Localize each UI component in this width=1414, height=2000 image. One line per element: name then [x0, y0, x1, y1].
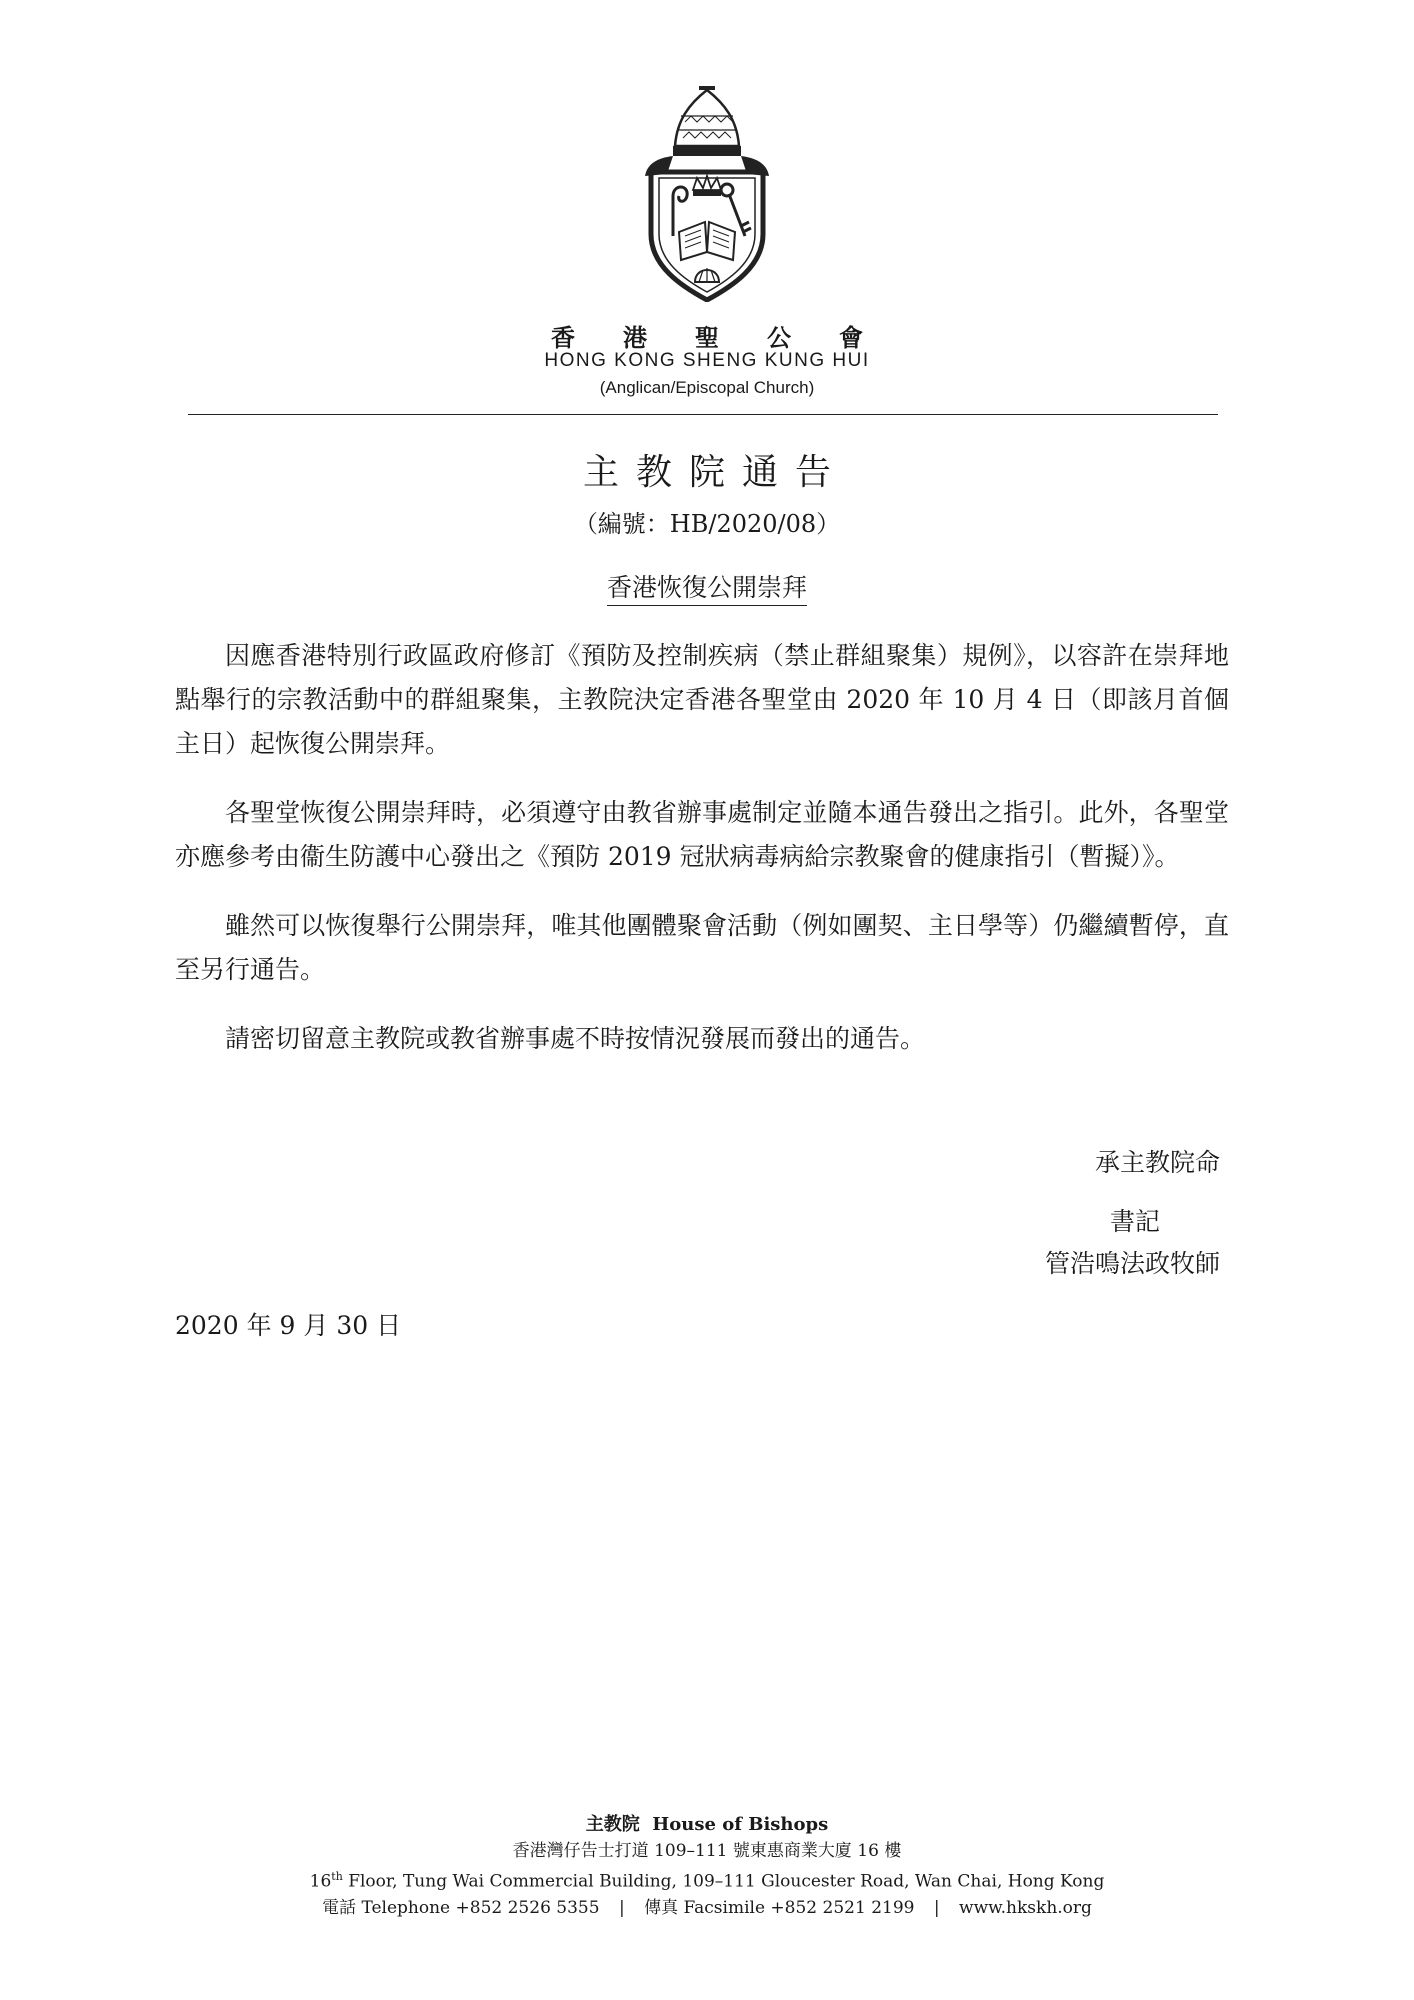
footer-separator: |: [618, 1897, 625, 1918]
signature-role: 書記: [1109, 1207, 1160, 1236]
letter-footer: [0, 1812, 1414, 1921]
notice-title: 主教院通告: [582, 452, 848, 493]
mitre-shield-crest-icon: [637, 86, 777, 302]
notice-subject: [0, 568, 1414, 604]
body-paragraph: 請密切留意主教院或教省辦事處不時按情況發展而發出的通告。: [225, 1024, 926, 1053]
footer-office-cn: 主教院: [585, 1814, 640, 1835]
signature-name: 管浩鳴法政牧師: [1044, 1249, 1220, 1278]
footer-office-en: House of Bishops: [652, 1814, 829, 1835]
footer-fax: 傳真 Facsimile +852 2521 2199: [644, 1897, 915, 1918]
footer-telephone: 電話 Telephone +852 2526 5355: [322, 1897, 600, 1918]
footer-address-en: [0, 1864, 1414, 1895]
body-paragraph: 各聖堂恢復公開崇拜時，必須遵守由教省辦事處制定並隨本通告發出之指引。此外，各聖堂亦應參考由衞生防護中心發出之《預防 2019 冠狀病毒病給宗教聚會的健康指引（暫擬）》。: [175, 798, 1229, 871]
footer-floor-suffix: th: [331, 1870, 343, 1883]
reference-number: （編號：HB/2020/08）: [573, 510, 841, 538]
footer-address-cn: 香港灣仔告士打道 109–111 號東惠商業大廈 16 樓: [512, 1841, 902, 1861]
org-name-chinese: 香港聖公會: [551, 324, 911, 352]
letterhead-divider: [188, 414, 1218, 415]
footer-floor-number: 16: [309, 1871, 332, 1892]
notice-date: 2020 年 9 月 30 日: [175, 1311, 402, 1340]
footer-address-en-text: Floor, Tung Wai Commercial Building, 109–111 Gloucester Road, Wan Chai, Hong Kong: [342, 1871, 1105, 1892]
footer-website-link[interactable]: www.hkskh.org: [959, 1897, 1092, 1918]
notice-body: [175, 634, 1229, 1086]
body-paragraph: 雖然可以恢復舉行公開崇拜，唯其他團體聚會活動（例如團契、主日學等）仍繼續暫停，直至另行通告。: [175, 911, 1229, 984]
signature-authority: 承主教院命: [1094, 1148, 1220, 1177]
footer-separator: |: [933, 1897, 940, 1918]
notice-subject-text: 香港恢復公開崇拜: [607, 573, 807, 606]
footer-office: [0, 1812, 1414, 1838]
org-name-english: HONG KONG SHENG KUNG HUI: [544, 350, 870, 371]
body-paragraph: 因應香港特別行政區政府修訂《預防及控制疾病（禁止群組聚集）規例》，以容許在崇拜地點舉行的宗教活動中的群組聚集，主教院決定香港各聖堂由 2020 年 10 月 4 日（即該月首個主日）起恢復公開崇拜。: [175, 641, 1229, 758]
org-subtitle: (Anglican/Episcopal Church): [599, 378, 815, 397]
footer-contacts: [0, 1895, 1414, 1921]
